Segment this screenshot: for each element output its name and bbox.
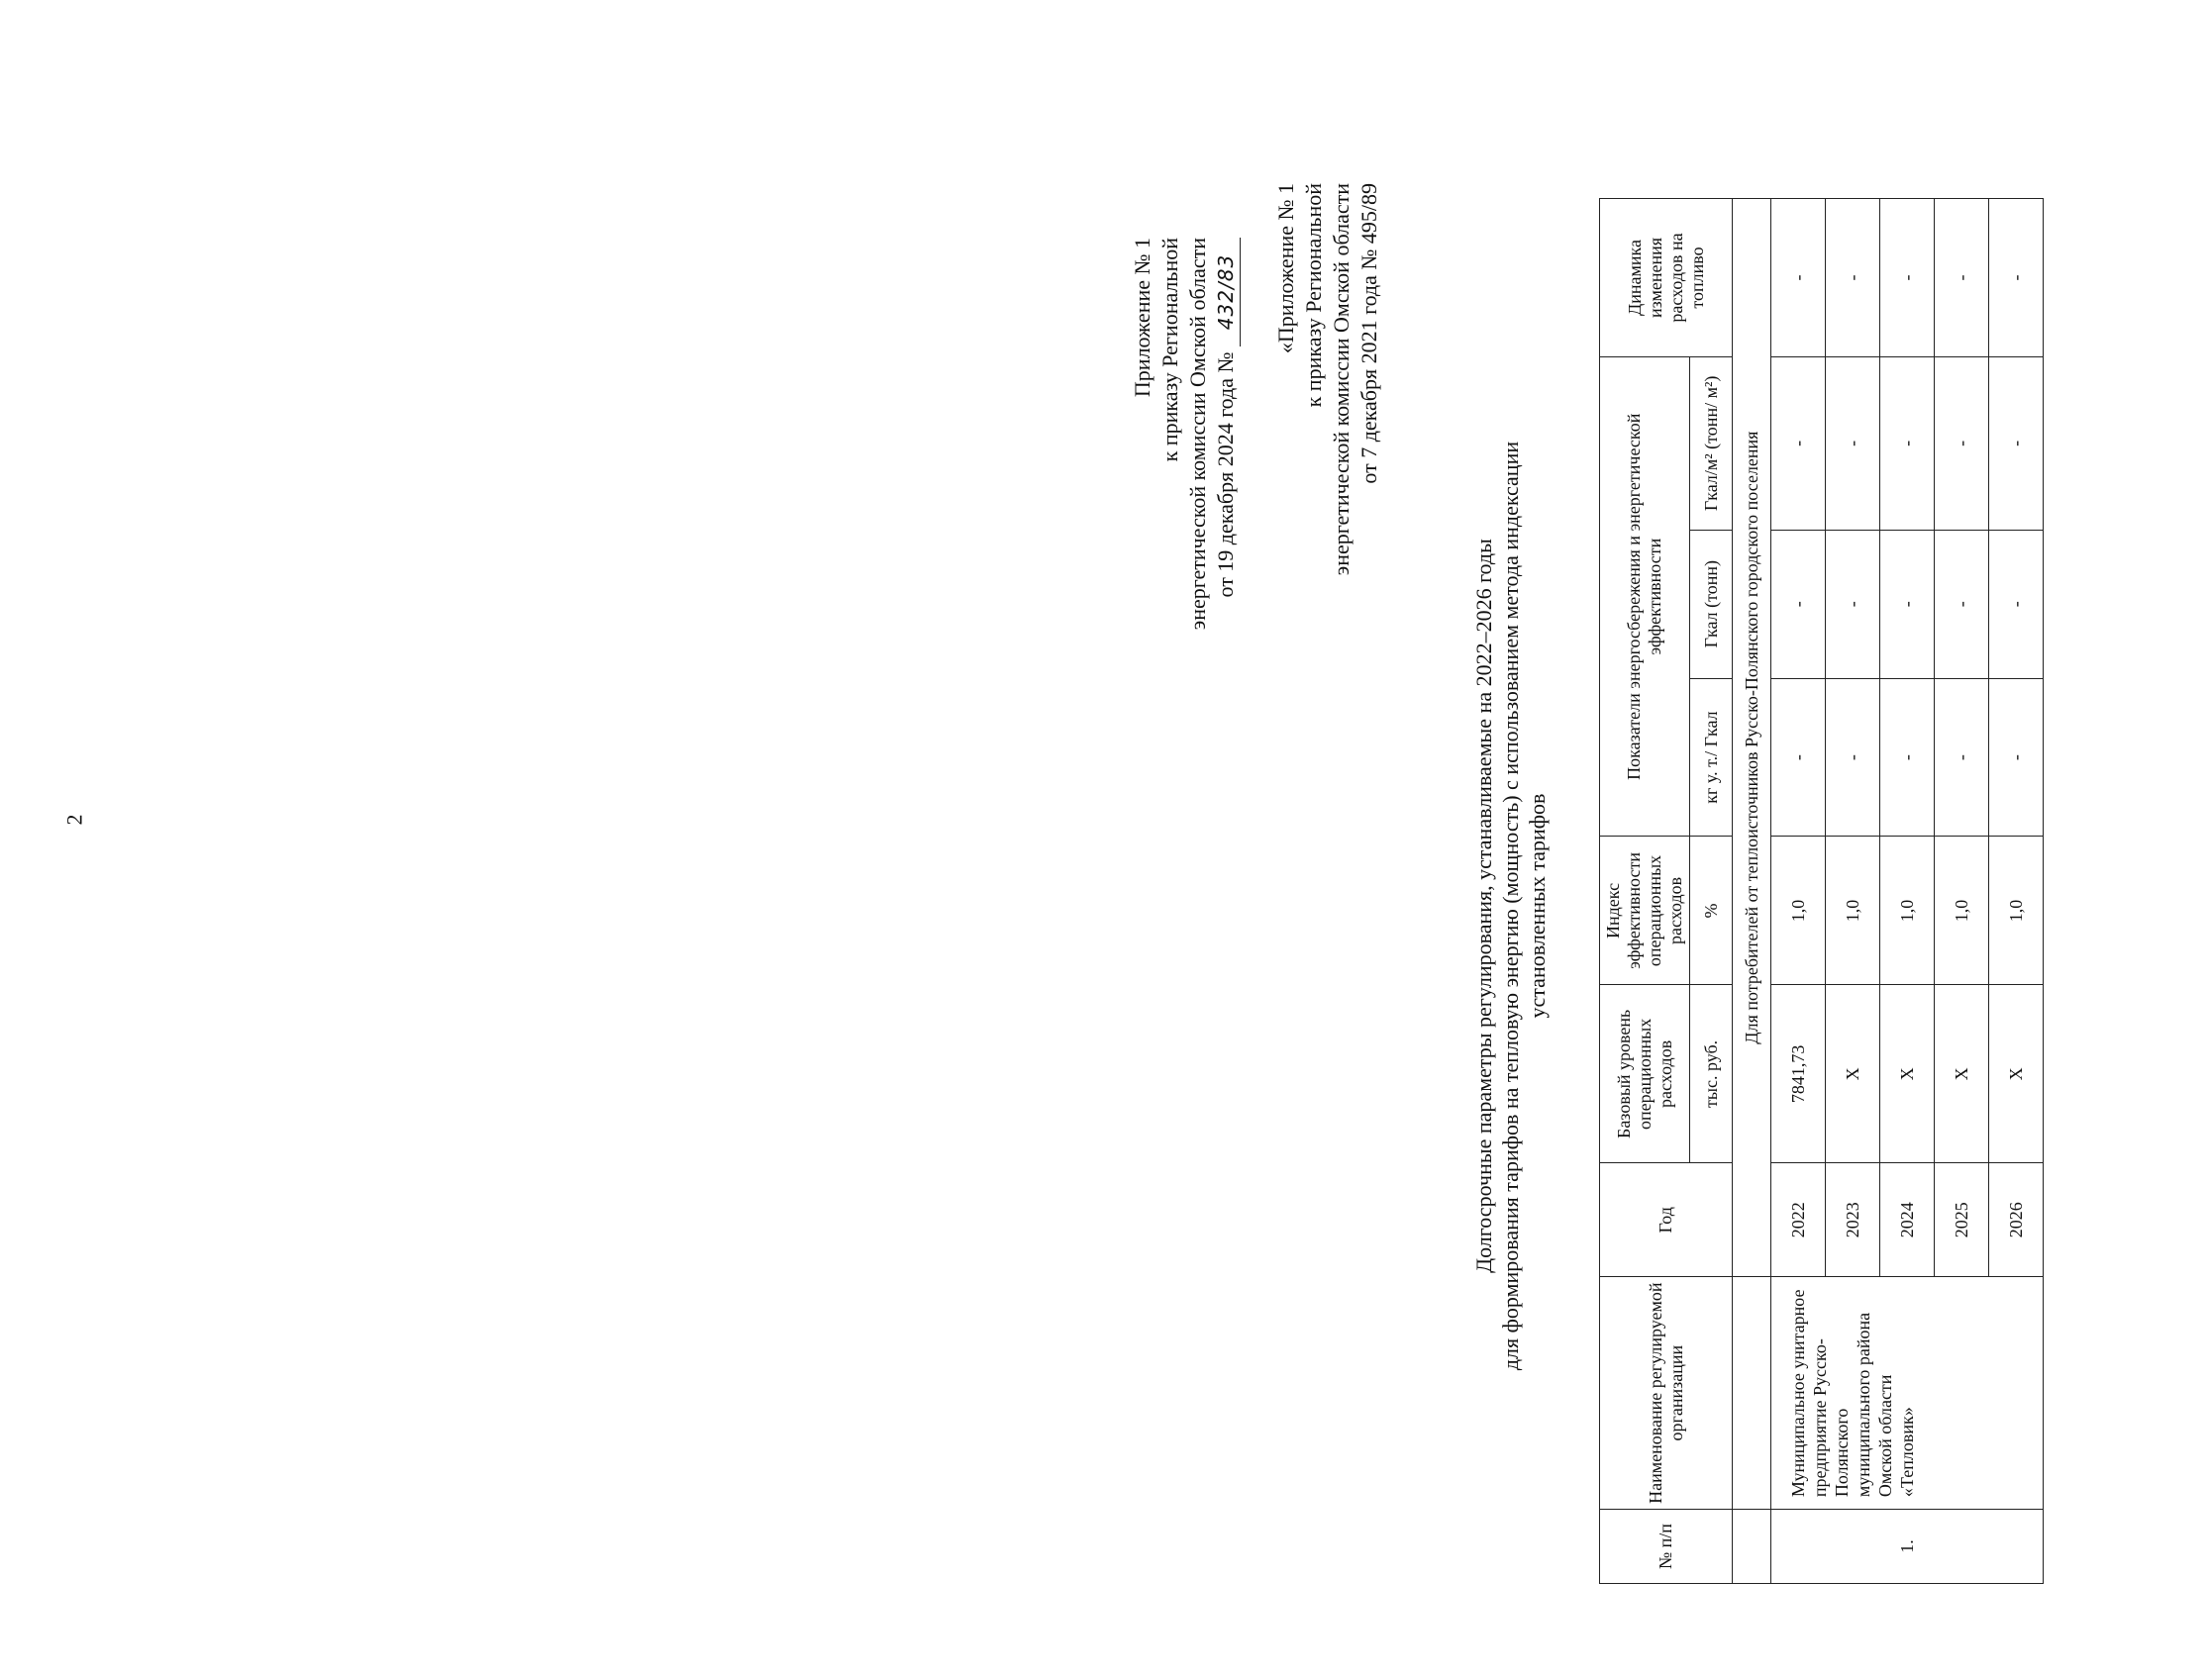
group-spacer-org <box>1733 1277 1771 1510</box>
cell-year: 2025 <box>1935 1163 1989 1277</box>
unit-index: % <box>1690 837 1733 985</box>
cell-e2: - <box>1771 530 1826 678</box>
header-line-1: Приложение № 1 <box>1130 238 1154 398</box>
unit-base: тыс. руб. <box>1690 985 1733 1163</box>
title-line-2: для формирования тарифов на тепловую энергию (мощность) с использованием метода индексации <box>1498 441 1523 1371</box>
cell-e1: - <box>1880 678 1935 837</box>
header-line-3: энергетической комиссии Омской области <box>1185 238 1210 631</box>
cell-e1: - <box>1771 678 1826 837</box>
group-label: Для потребителей от теплоисточников Русско-Полянского городского поселения <box>1733 199 1771 1277</box>
col-header-year: Год <box>1600 1163 1733 1277</box>
cell-year: 2024 <box>1880 1163 1935 1277</box>
prev-header-line-2: к приказу Региональной <box>1301 183 1326 408</box>
cell-fuel: - <box>1880 199 1935 357</box>
unit-e2: Гкал (тонн) <box>1690 530 1733 678</box>
cell-e3: - <box>1826 356 1880 530</box>
unit-e1: кг у. т./ Гкал <box>1690 678 1733 837</box>
col-header-energy: Показатели энергосбережения и энергетической эффективности <box>1600 356 1690 837</box>
group-spacer-num <box>1733 1510 1771 1584</box>
header-date: от 19 декабря 2024 года № <box>1213 351 1238 598</box>
cell-e1: - <box>1826 678 1880 837</box>
cell-e3: - <box>1989 356 2044 530</box>
cell-e2: - <box>1989 530 2044 678</box>
col-header-fuel: Динамика изменения расходов на топливо <box>1600 199 1733 357</box>
cell-base: Х <box>1880 985 1935 1163</box>
rotated-sheet <box>1129 144 2208 1648</box>
previous-appendix-header <box>1272 183 1383 698</box>
cell-e3: - <box>1771 356 1826 530</box>
cell-year: 2026 <box>1989 1163 2044 1277</box>
cell-fuel: - <box>1771 199 1826 357</box>
cell-index: 1,0 <box>1771 837 1826 985</box>
row-number: 1. <box>1771 1510 2044 1584</box>
handwritten-order-number: 432/83 <box>1212 238 1241 346</box>
cell-base: Х <box>1826 985 1880 1163</box>
appendix-header <box>1129 238 1241 703</box>
col-header-base: Базовый уровень операционных расходов <box>1600 985 1690 1163</box>
header-line-4 <box>1212 238 1241 703</box>
col-header-org: Наименование регулируемой организации <box>1600 1277 1733 1510</box>
cell-fuel: - <box>1826 199 1880 357</box>
cell-fuel: - <box>1989 199 2044 357</box>
cell-e2: - <box>1880 530 1935 678</box>
cell-base: Х <box>1989 985 2044 1163</box>
cell-e2: - <box>1826 530 1880 678</box>
col-header-num: № п/п <box>1600 1510 1733 1584</box>
org-name: Муниципальное унитарное предприятие Русско-Полянского муниципального района Омской области «Тепловик» <box>1771 1277 2044 1510</box>
cell-index: 1,0 <box>1989 837 2044 985</box>
prev-header-line-4: от 7 декабря 2021 года № 495/89 <box>1356 183 1381 484</box>
cell-e1: - <box>1935 678 1989 837</box>
cell-e3: - <box>1880 356 1935 530</box>
cell-base: 7841,73 <box>1771 985 1826 1163</box>
cell-index: 1,0 <box>1826 837 1880 985</box>
cell-year: 2022 <box>1771 1163 1826 1277</box>
cell-index: 1,0 <box>1880 837 1935 985</box>
cell-index: 1,0 <box>1935 837 1989 985</box>
document-title <box>1470 243 1551 1569</box>
cell-e3: - <box>1935 356 1989 530</box>
table-row <box>1771 199 1826 1584</box>
cell-e2: - <box>1935 530 1989 678</box>
prev-header-line-1: «Приложение № 1 <box>1273 183 1298 354</box>
page-number: 2 <box>61 814 87 826</box>
cell-base: Х <box>1935 985 1989 1163</box>
prev-header-line-3: энергетической комиссии Омской области <box>1329 183 1354 576</box>
parameters-table <box>1599 198 2044 1584</box>
header-line-2: к приказу Региональной <box>1157 238 1182 462</box>
unit-e3: Гкал/м² (тонн/ м²) <box>1690 356 1733 530</box>
cell-year: 2023 <box>1826 1163 1880 1277</box>
cell-e1: - <box>1989 678 2044 837</box>
title-line-3: установленных тарифов <box>1525 793 1550 1019</box>
title-line-1: Долгосрочные параметры регулирования, устанавливаемые на 2022–2026 годы <box>1471 539 1496 1273</box>
cell-fuel: - <box>1935 199 1989 357</box>
col-header-index: Индекс эффективности операционных расходов <box>1600 837 1690 985</box>
